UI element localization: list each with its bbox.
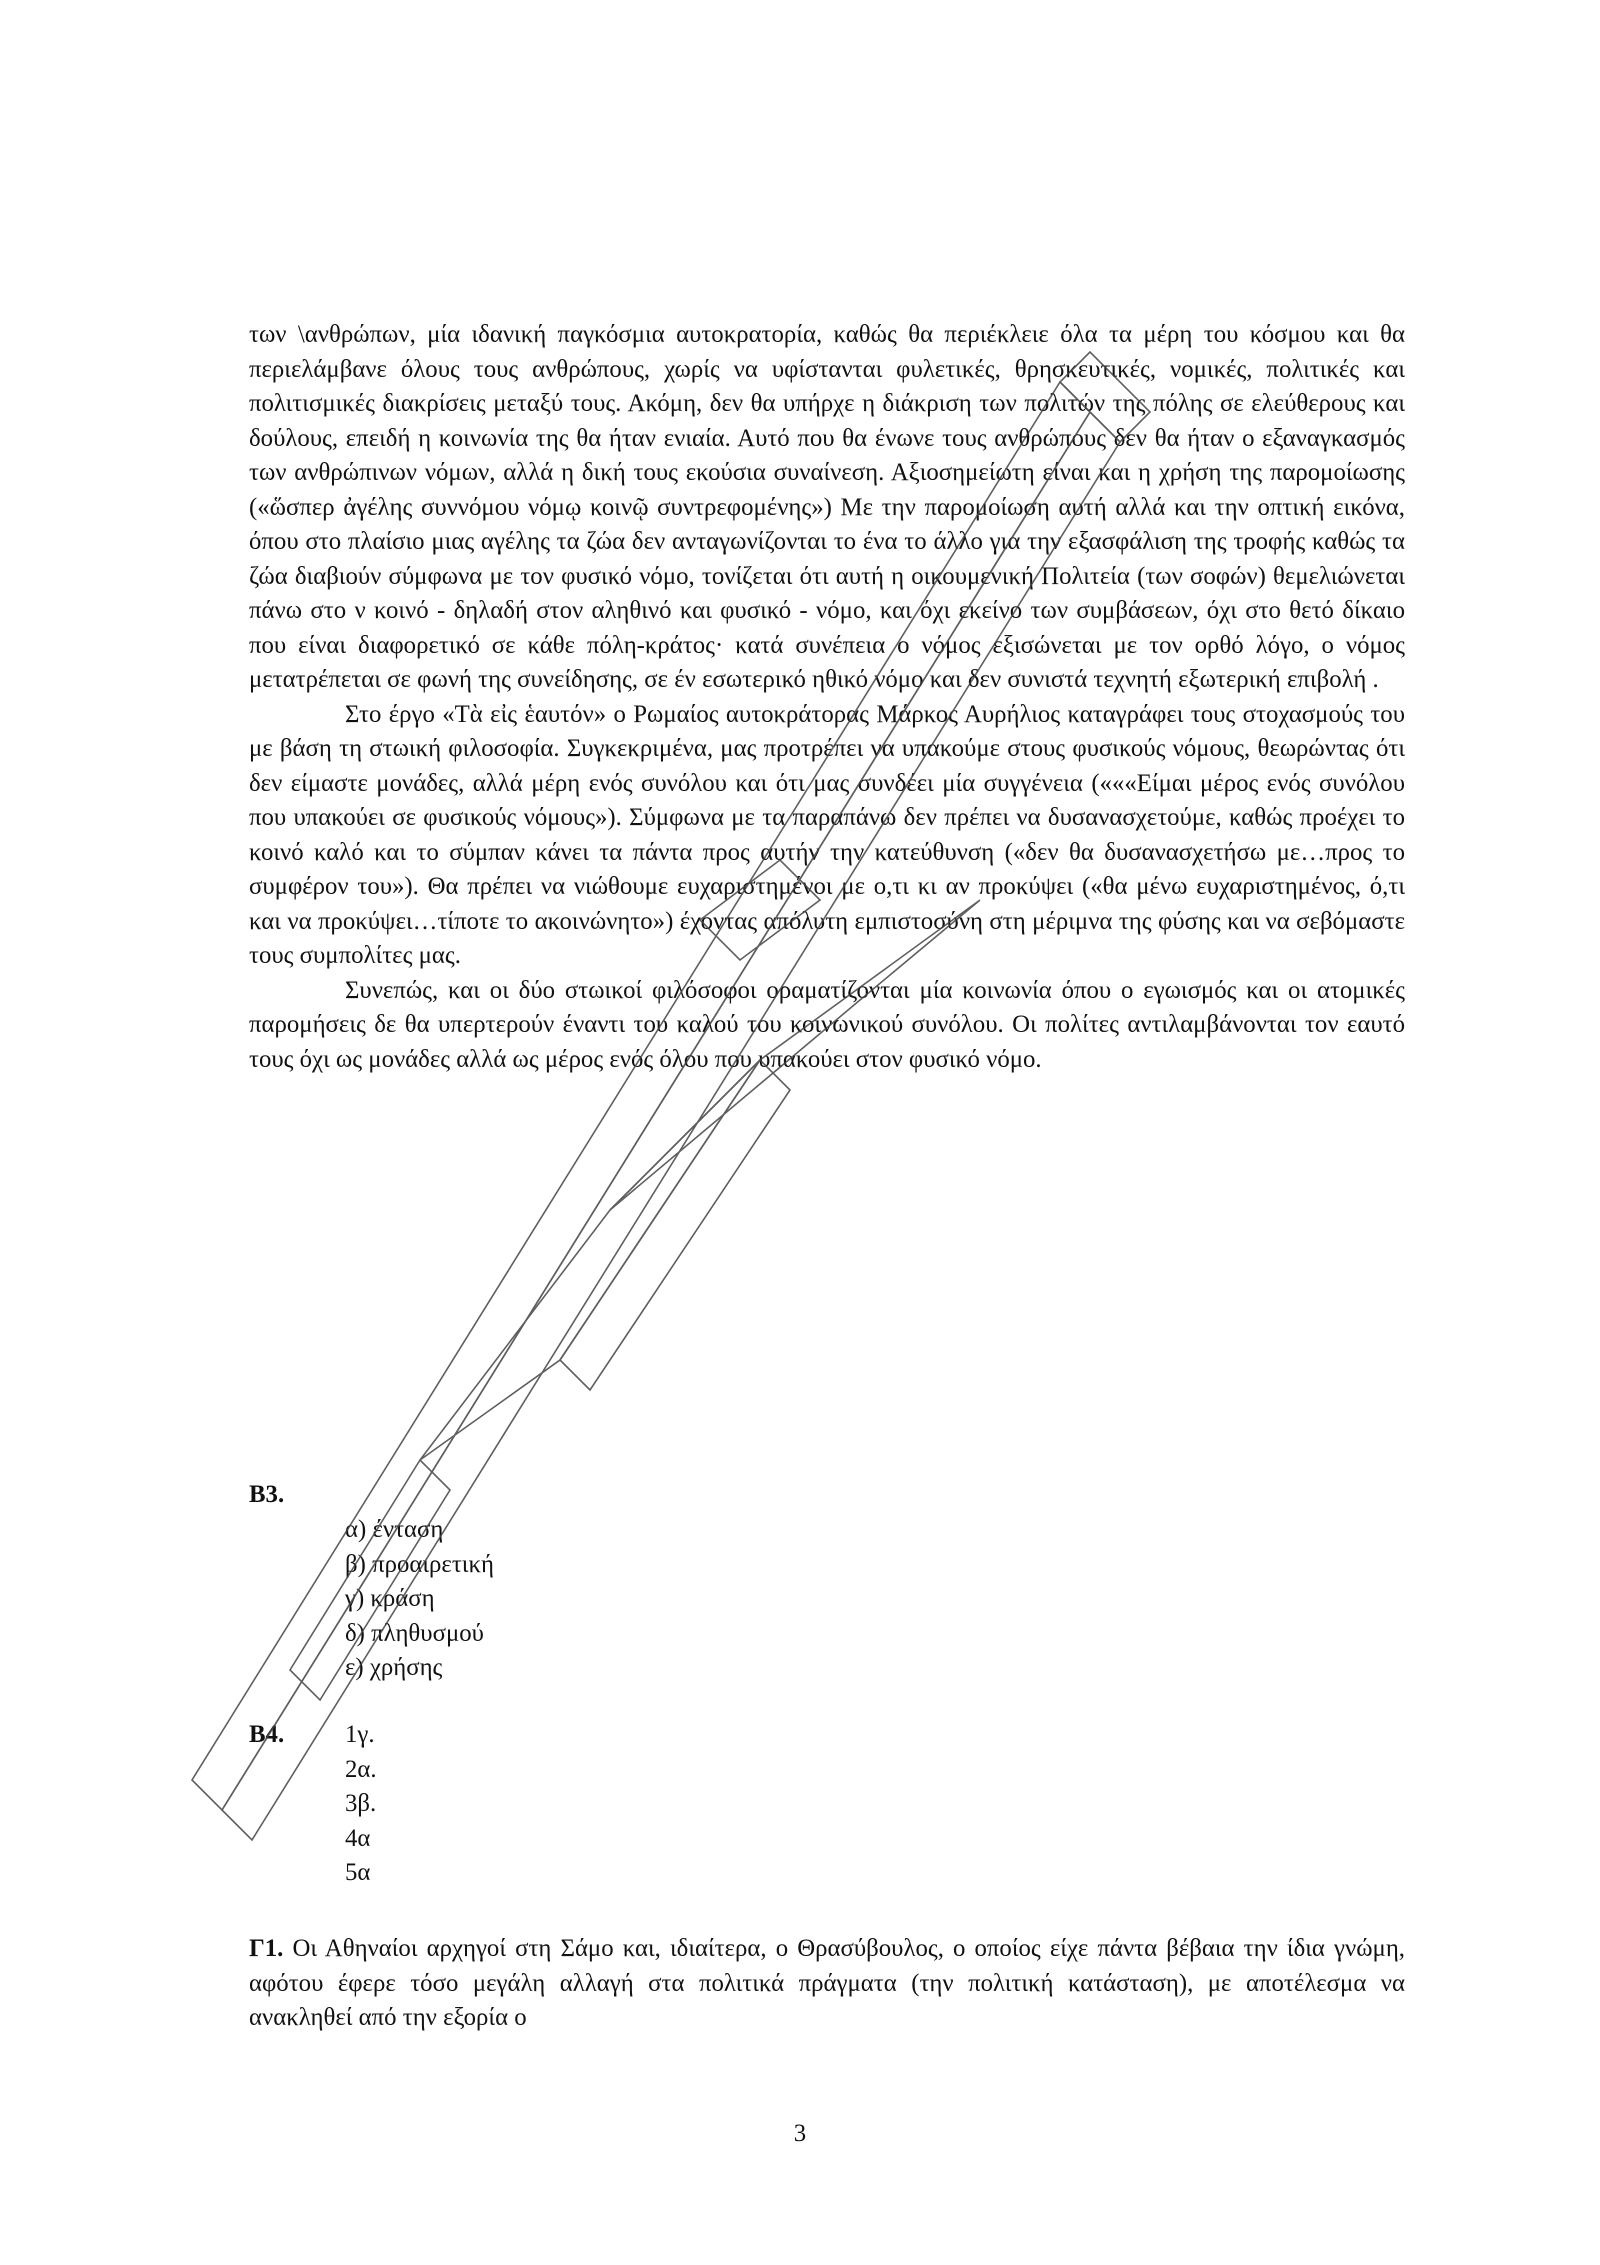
paragraph-2: Στο έργο «Tὰ εἰς ἑαυτόν» ο Ρωμαίος αυτοκράτορας Μάρκος Αυρήλιος καταγράφει τους στοχασμούς του με βάση τη στωική φιλοσοφία. Συγκεκριμένα, μας προτρέπει να υπακούμε στους φυσικούς νόμους, θεωρώντας ότι δεν είμαστε μονάδες, αλλά μέρη ενός συνόλου και ότι μας συνδέει μία συγγένεια («««Είμαι μέρος ενός συνόλου που υπακούει σε φυσικούς νόμους»). Σύμφωνα με τα παραπάνω δεν πρέπει να δυσανασχετούμε, καθώς προέχει το κοινό καλό και το σύμπαν κάνει τα πάντα προς αυτήν την κατεύθυνση («δεν θα δυσανασχετήσω με…προς το συμφέρον του»). Θα πρέπει να νιώθουμε ευχαριστημένοι με ο,τι κι αν προκύψει («θα μένω ευχαριστημένος, ό,τι και να προκύψει…τίποτε το ακοινώνητο») έχοντας απόλυτη εμπιστοσύνη στη μέριμνα της φύσης και να σεβόμαστε τους συμπολίτες μας. <box>249 700 1405 969</box>
paragraph-3: Συνεπώς, και οι δύο στωικοί φιλόσοφοι οραματίζονται μία κοινωνία όπου ο εγωισμός και οι ατομικές παρομήσεις δε θα υπερτερούν έναντι του καλού του κοινωνικού συνόλου. Οι πολίτες αντιλαμβάνονται τον εαυτό τους όχι ως μονάδες αλλά ως μέρος ενός όλου που υπακούει στον φυσικό νόμο. <box>249 976 1405 1073</box>
b4-answer-list <box>345 1718 377 1891</box>
b3-answer-list <box>345 1513 494 1686</box>
list-item: β) προαιρετική <box>345 1550 494 1578</box>
body-text <box>249 318 1405 1077</box>
list-item: α) ένταση <box>345 1516 444 1543</box>
watermark-stroke-6 <box>560 1060 790 1390</box>
list-item: 3β. <box>345 1790 377 1817</box>
g1-text: Οι Αθηναίοι αρχηγοί στη Σάμο και, ιδιαίτερα, ο Θρασύβουλος, ο οποίος είχε πάντα βέβαια την ίδια γνώμη, αφότου έφερε τόσο μεγάλη αλλαγή στα πολιτικά πράγματα (την πολιτική κατάσταση), με αποτέλεσμα να ανακληθεί από την εξορία ο <box>249 1935 1405 2031</box>
paragraph-1: των \ανθρώπων, μία ιδανική παγκόσμια αυτοκρατορία, καθώς θα περιέκλειε όλα τα μέρη του κόσμου και θα περιελάμβανε όλους τους ανθρώπους, χωρίς να υφίστανται φυλετικές, θρησκευτικές, νομικές, πολιτικές και πολιτισμικές διακρίσεις μεταξύ τους. Ακόμη, δεν θα υπήρχε η διάκριση των πολιτών της πόλης σε ελεύθερους και δούλους, επειδή η κοινωνία της θα ήταν ενιαία. Αυτό που θα ένωνε τους ανθρώπους δεν θα ήταν ο εξαναγκασμός των ανθρώπινων νόμων, αλλά η δική τους εκούσια συναίνεση. Αξιοσημείωτη είναι και η χρήση της παρομοίωσης («ὥσπερ ἀγέλης συννόμου νόμῳ κοινῷ συντρεφομένης») Με την παρομοίωση αυτή αλλά και την οπτική εικόνα, όπου στο πλαίσιο μιας αγέλης τα ζώα δεν ανταγωνίζονται το ένα το άλλο για την εξασφάλιση της τροφής καθώς τα ζώα διαβιούν σύμφωνα με τον φυσικό νόμο, τονίζεται ότι αυτή η οικουμενική Πολιτεία (των σοφών) θεμελιώνεται πάνω στο ν κοινό - δηλαδή στον αληθινό και φυσικό - νόμο, και όχι εκείνο των συμβάσεων, όχι στο θετό δίκαιο που είναι διαφορετικό σε κάθε πόλη-κράτος· κατά συνέπεια ο νόμος εξισώνεται με τον ορθό λόγο, ο νόμος μετατρέπεται σε φωνή της συνείδησης, σε έν εσωτερικό ηθικό νόμο και δεν συνιστά τεχνητή εξωτερική επιβολή . <box>249 321 1405 693</box>
list-item: 4α <box>345 1824 371 1852</box>
list-item: 1γ. <box>345 1721 375 1748</box>
page-number: 3 <box>793 2120 807 2147</box>
list-item: 5α <box>345 1859 371 1886</box>
section-label-b3: Β3. <box>249 1481 285 1508</box>
section-g1 <box>249 1932 1405 2036</box>
list-item: ε) χρήσης <box>345 1654 443 1681</box>
list-item: 2α. <box>345 1755 377 1783</box>
watermark-stroke-4 <box>420 1060 760 1460</box>
section-label-g1: Γ1. <box>249 1935 284 1962</box>
section-label-b4: Β4. <box>249 1721 285 1748</box>
list-item: δ) πληθυσμού <box>345 1619 484 1647</box>
list-item: γ) κράση <box>345 1585 435 1612</box>
